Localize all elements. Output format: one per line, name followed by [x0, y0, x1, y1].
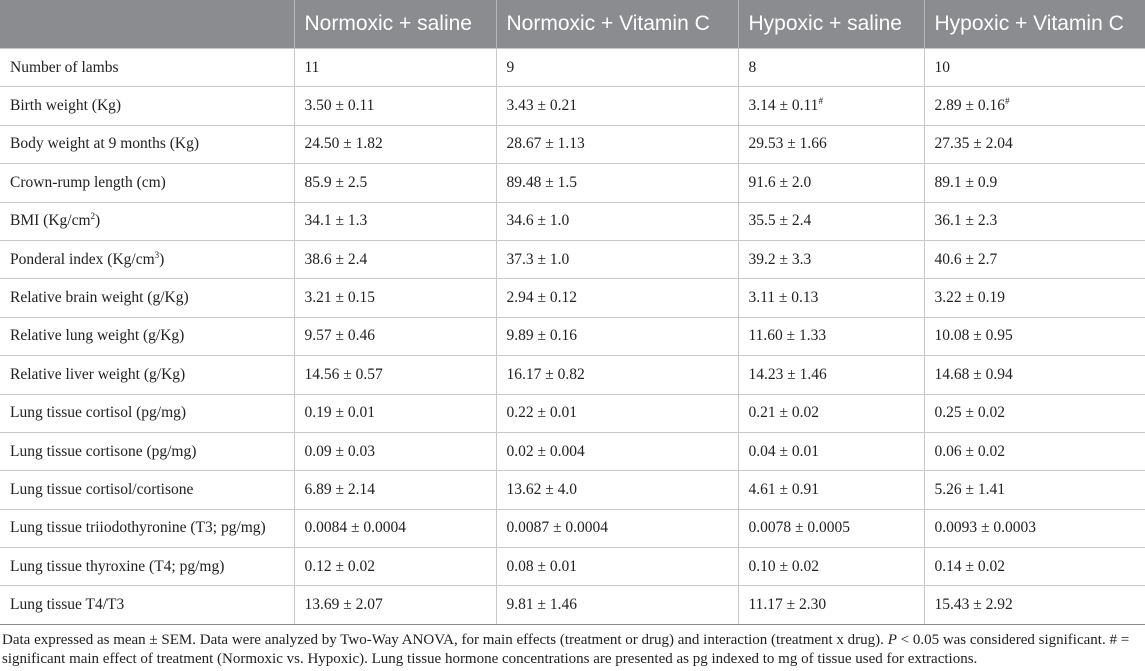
table-cell	[738, 509, 924, 547]
footnote-text-2: < 0.05 was considered significant. # = significant main effect of treatment (Normoxic vs. Hypoxic). Lung tissue hormone concentrations are presented as pg indexed to mg of tissue used for extractions.	[2, 631, 1130, 667]
cell-value: 0.14 ± 0.02	[934, 557, 1006, 575]
header-hypoxic-vitamin-c: Hypoxic + Vitamin C	[924, 0, 1145, 49]
row-label	[0, 548, 294, 586]
header-cell-label	[0, 0, 294, 49]
row-label-suffix: )	[95, 212, 101, 230]
cell-value: 10	[934, 58, 950, 76]
cell-value: 14.56 ± 0.57	[304, 365, 383, 383]
table-cell	[924, 356, 1145, 394]
row-label	[0, 394, 294, 432]
table-cell	[738, 548, 924, 586]
table-cell	[924, 164, 1145, 202]
cell-value: 0.12 ± 0.02	[304, 557, 376, 575]
table-cell	[924, 432, 1145, 470]
table-cell	[924, 240, 1145, 278]
cell-value: 10.08 ± 0.95	[934, 327, 1013, 345]
table-cell	[294, 432, 496, 470]
cell-value: 85.9 ± 2.5	[304, 173, 368, 191]
table-cell	[738, 164, 924, 202]
cell-value: 0.0087 ± 0.0004	[506, 519, 609, 537]
cell-value: 37.3 ± 1.0	[506, 250, 570, 268]
table-cell	[294, 87, 496, 125]
table-cell	[496, 586, 738, 624]
row-label-text: Birth weight (Kg)	[10, 97, 122, 115]
table-cell	[738, 586, 924, 624]
table-cell	[924, 471, 1145, 509]
table-header	[0, 0, 1145, 49]
table-row	[0, 87, 1145, 125]
table-row	[0, 394, 1145, 432]
table-row	[0, 471, 1145, 509]
table-cell	[294, 49, 496, 87]
row-label-text: Lung tissue triiodothyronine (T3; pg/mg)	[10, 519, 266, 537]
cell-value: 4.61 ± 0.91	[748, 480, 820, 498]
cell-value: 14.23 ± 1.46	[748, 365, 827, 383]
table-row	[0, 240, 1145, 278]
cell-value: 34.6 ± 1.0	[506, 212, 570, 230]
cell-value: 11	[304, 58, 320, 76]
table-cell	[496, 548, 738, 586]
row-label	[0, 317, 294, 355]
row-label-text: Lung tissue cortisone (pg/mg)	[10, 442, 197, 460]
cell-value: 9	[506, 58, 515, 76]
table-cell	[496, 164, 738, 202]
cell-value: 9.89 ± 0.16	[506, 327, 578, 345]
cell-value: 89.48 ± 1.5	[506, 173, 578, 191]
cell-value: 34.1 ± 1.3	[304, 212, 368, 230]
table-row	[0, 279, 1145, 317]
row-label-text: Lung tissue thyroxine (T4; pg/mg)	[10, 557, 225, 575]
table-cell	[496, 87, 738, 125]
cell-value: 40.6 ± 2.7	[934, 250, 998, 268]
table-cell	[496, 49, 738, 87]
table-cell	[924, 49, 1145, 87]
cell-value: 0.10 ± 0.02	[748, 557, 820, 575]
cell-value: 13.69 ± 2.07	[304, 596, 383, 614]
row-label-superscript: 3	[154, 249, 160, 260]
cell-value: 0.22 ± 0.01	[506, 404, 578, 422]
row-label	[0, 432, 294, 470]
table-cell	[496, 240, 738, 278]
table-cell	[496, 202, 738, 240]
cell-value: 0.04 ± 0.01	[748, 442, 820, 460]
cell-value: 3.43 ± 0.21	[506, 97, 578, 115]
cell-value: 0.09 ± 0.03	[304, 442, 376, 460]
footnote-p-symbol: P	[887, 631, 897, 648]
cell-value: 3.11 ± 0.13	[748, 289, 819, 307]
table-cell	[738, 125, 924, 163]
table-cell	[294, 279, 496, 317]
cell-value: 8	[748, 58, 757, 76]
cell-value: 6.89 ± 2.14	[304, 480, 376, 498]
row-label-text: Number of lambs	[10, 58, 119, 76]
cell-value: 0.08 ± 0.01	[506, 557, 578, 575]
table-cell	[738, 87, 924, 125]
table-cell	[496, 509, 738, 547]
cell-value: 16.17 ± 0.82	[506, 365, 585, 383]
table-cell	[294, 586, 496, 624]
table-cell	[738, 432, 924, 470]
cell-value: 0.0093 ± 0.0003	[934, 519, 1037, 537]
row-label-superscript: 2	[90, 211, 96, 222]
table-row	[0, 548, 1145, 586]
table-cell	[924, 279, 1145, 317]
table-cell	[294, 202, 496, 240]
row-label	[0, 279, 294, 317]
table-cell	[294, 164, 496, 202]
cell-value: 2.94 ± 0.12	[506, 289, 578, 307]
table-cell	[738, 317, 924, 355]
table-cell	[294, 240, 496, 278]
row-label-text: Relative liver weight (g/Kg)	[10, 365, 186, 383]
table-cell	[924, 586, 1145, 624]
table-row	[0, 125, 1145, 163]
table-cell	[294, 471, 496, 509]
header-normoxic-vitamin-c: Normoxic + Vitamin C	[496, 0, 738, 49]
significance-mark: #	[818, 95, 823, 106]
cell-value: 24.50 ± 1.82	[304, 135, 383, 153]
row-label-text: Relative brain weight (g/Kg)	[10, 289, 189, 307]
cell-value: 27.35 ± 2.04	[934, 135, 1013, 153]
cell-value: 0.19 ± 0.01	[304, 404, 376, 422]
table-cell	[924, 394, 1145, 432]
table-body	[0, 49, 1145, 625]
table-cell	[294, 394, 496, 432]
table-cell	[496, 471, 738, 509]
row-label-text: Lung tissue T4/T3	[10, 596, 125, 614]
row-label-text: Ponderal index (Kg/cm	[10, 250, 155, 268]
significance-mark: #	[1005, 95, 1010, 106]
cell-value: 89.1 ± 0.9	[934, 173, 998, 191]
cell-value: 38.6 ± 2.4	[304, 250, 368, 268]
cell-value: 11.17 ± 2.30	[748, 596, 827, 614]
cell-value: 5.26 ± 1.41	[934, 480, 1006, 498]
table-cell	[738, 394, 924, 432]
cell-value: 15.43 ± 2.92	[934, 596, 1013, 614]
row-label	[0, 471, 294, 509]
cell-value: 39.2 ± 3.3	[748, 250, 812, 268]
row-label-text: Relative lung weight (g/Kg)	[10, 327, 185, 345]
cell-value: 0.02 ± 0.004	[506, 442, 585, 460]
row-label	[0, 509, 294, 547]
table-row	[0, 356, 1145, 394]
cell-value: 35.5 ± 2.4	[748, 212, 812, 230]
table-row	[0, 586, 1145, 624]
table-cell	[924, 87, 1145, 125]
header-row	[0, 0, 1145, 49]
cell-value: 36.1 ± 2.3	[934, 212, 998, 230]
table-cell	[294, 509, 496, 547]
table-row	[0, 432, 1145, 470]
table-row	[0, 49, 1145, 87]
table-cell	[738, 202, 924, 240]
cell-value: 0.0078 ± 0.0005	[748, 519, 851, 537]
cell-value: 3.22 ± 0.19	[934, 289, 1006, 307]
table-cell	[738, 240, 924, 278]
row-label-text: Lung tissue cortisol (pg/mg)	[10, 404, 187, 422]
row-label-suffix: )	[159, 250, 165, 268]
cell-value: 3.50 ± 0.11	[304, 97, 375, 115]
row-label	[0, 240, 294, 278]
table-cell	[496, 356, 738, 394]
table-row	[0, 164, 1145, 202]
row-label	[0, 202, 294, 240]
cell-value: 0.0084 ± 0.0004	[304, 519, 407, 537]
row-label	[0, 87, 294, 125]
table-cell	[294, 548, 496, 586]
table-row	[0, 317, 1145, 355]
cell-value: 28.67 ± 1.13	[506, 135, 585, 153]
row-label-text: BMI (Kg/cm	[10, 212, 91, 230]
row-label	[0, 125, 294, 163]
header-normoxic-saline: Normoxic + saline	[294, 0, 496, 49]
table-cell	[738, 49, 924, 87]
table-cell	[924, 317, 1145, 355]
table-cell	[738, 471, 924, 509]
cell-value: 3.21 ± 0.15	[304, 289, 376, 307]
table-row	[0, 202, 1145, 240]
row-label-text: Body weight at 9 months (Kg)	[10, 135, 199, 153]
row-label	[0, 164, 294, 202]
table-cell	[294, 317, 496, 355]
table-cell	[924, 125, 1145, 163]
table-cell	[294, 356, 496, 394]
cell-value: 0.21 ± 0.02	[748, 404, 820, 422]
table-row	[0, 509, 1145, 547]
row-label	[0, 356, 294, 394]
cell-value: 9.57 ± 0.46	[304, 327, 376, 345]
table-cell	[496, 394, 738, 432]
cell-value: 2.89 ± 0.16	[934, 97, 1006, 115]
table-cell	[496, 432, 738, 470]
cell-value: 0.25 ± 0.02	[934, 404, 1006, 422]
table-cell	[496, 125, 738, 163]
row-label	[0, 49, 294, 87]
table-cell	[496, 317, 738, 355]
table-cell	[738, 279, 924, 317]
cell-value: 3.14 ± 0.11	[748, 97, 819, 115]
cell-value: 0.06 ± 0.02	[934, 442, 1006, 460]
table-cell	[496, 279, 738, 317]
row-label-text: Lung tissue cortisol/cortisone	[10, 480, 194, 498]
table-cell	[924, 509, 1145, 547]
table-cell	[924, 548, 1145, 586]
row-label-text: Crown-rump length (cm)	[10, 173, 166, 191]
table-cell	[738, 356, 924, 394]
table-cell	[924, 202, 1145, 240]
footnote-text-1: Data expressed as mean ± SEM. Data were analyzed by Two-Way ANOVA, for main effects (treatment or drug) and interaction (treatment x drug).	[2, 631, 888, 648]
row-label	[0, 586, 294, 624]
table-cell	[294, 125, 496, 163]
cell-value: 13.62 ± 4.0	[506, 480, 578, 498]
cell-value: 9.81 ± 1.46	[506, 596, 578, 614]
table-footnote	[0, 625, 1145, 669]
cell-value: 29.53 ± 1.66	[748, 135, 827, 153]
cell-value: 91.6 ± 2.0	[748, 173, 812, 191]
cell-value: 11.60 ± 1.33	[748, 327, 827, 345]
header-hypoxic-saline: Hypoxic + saline	[738, 0, 924, 49]
cell-value: 14.68 ± 0.94	[934, 365, 1013, 383]
